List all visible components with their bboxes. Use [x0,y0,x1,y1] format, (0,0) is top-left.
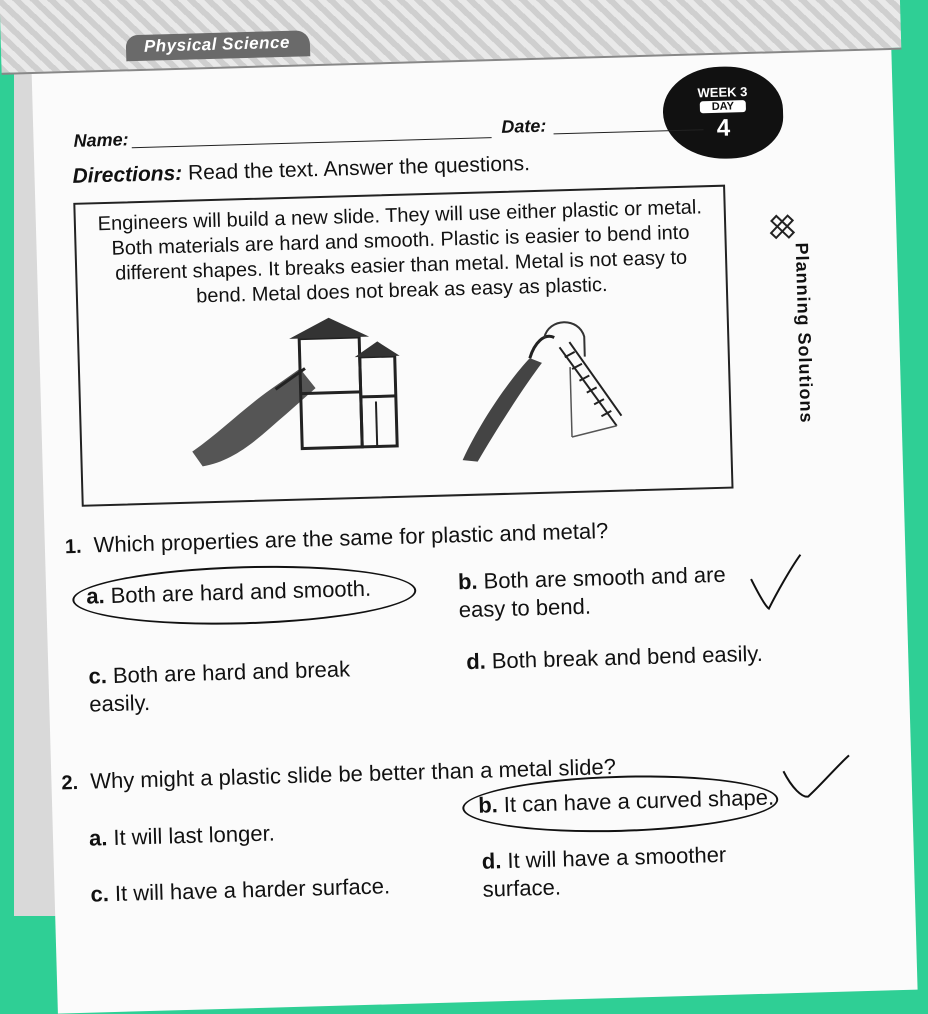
question-2-number: 2. [61,771,79,795]
q1-option-d[interactable] [466,640,767,676]
checkmark-q1 [745,553,807,615]
q1-option-d-text: Both break and bend easily. [491,640,764,674]
q2-option-d-text: It will have a smoother surface. [482,841,727,902]
week-day-badge [662,65,785,160]
q2-option-a-letter: a. [88,825,108,851]
q2-option-b-letter: b. [477,792,499,818]
q2-option-d[interactable] [481,840,742,903]
name-line[interactable] [132,137,492,148]
name-label: Name: [73,129,129,151]
q1-option-c-text: Both are hard and break easily. [88,656,351,717]
question-2-text: Why might a plastic slide be better than a metal slide? [89,753,617,794]
directions-text: Read the text. Answer the questions. [187,152,531,185]
week-label: WEEK 3 [697,84,748,101]
photo-frame [14,14,817,916]
q2-option-b-text: It can have a curved shape. [503,784,775,818]
q1-option-c[interactable] [88,654,389,718]
q2-option-c-letter: c. [90,881,110,907]
q1-option-c-letter: c. [88,663,108,689]
checkmark-q2 [781,751,852,803]
q1-option-b-letter: b. [457,568,478,595]
question-1 [65,518,609,559]
passage-box [73,185,733,507]
directions [72,152,530,189]
metal-slide-image [448,306,622,471]
passage-text: Engineers will build a new slide. They will use either plastic or metal. Both materials are hard and smooth. Plastic is easier to bend into different shapes. It breaks easier than metal. Metal is not easy to bend. Metal does not break as easy as plastic. [97,196,703,308]
day-number: 4 [716,114,731,142]
question-1-text: Which properties are the same for plastic and metal? [93,518,609,558]
q1-option-a-letter: a. [85,583,105,609]
q1-option-d-letter: d. [465,648,487,675]
q2-option-a[interactable] [89,819,275,852]
ruler-pencil-icon [766,211,799,244]
q2-option-c[interactable] [90,871,451,909]
q1-option-b-text: Both are smooth and are easy to bend. [458,561,726,623]
q2-option-a-text: It will last longer. [113,820,276,850]
worksheet-page [30,0,918,1014]
q2-option-d-letter: d. [481,848,502,874]
q2-option-c-text: It will have a harder surface. [114,873,391,906]
q1-option-a-text: Both are hard and smooth. [110,575,372,608]
day-label: DAY [700,100,746,113]
date-label: Date: [501,115,547,137]
section-sidebar-title: Planning Solutions [791,242,817,424]
question-1-number: 1. [64,535,82,559]
plastic-slide-image [179,316,403,472]
section-tab: Physical Science [126,30,311,61]
q1-option-b[interactable] [458,560,739,624]
directions-label: Directions: [72,161,183,188]
